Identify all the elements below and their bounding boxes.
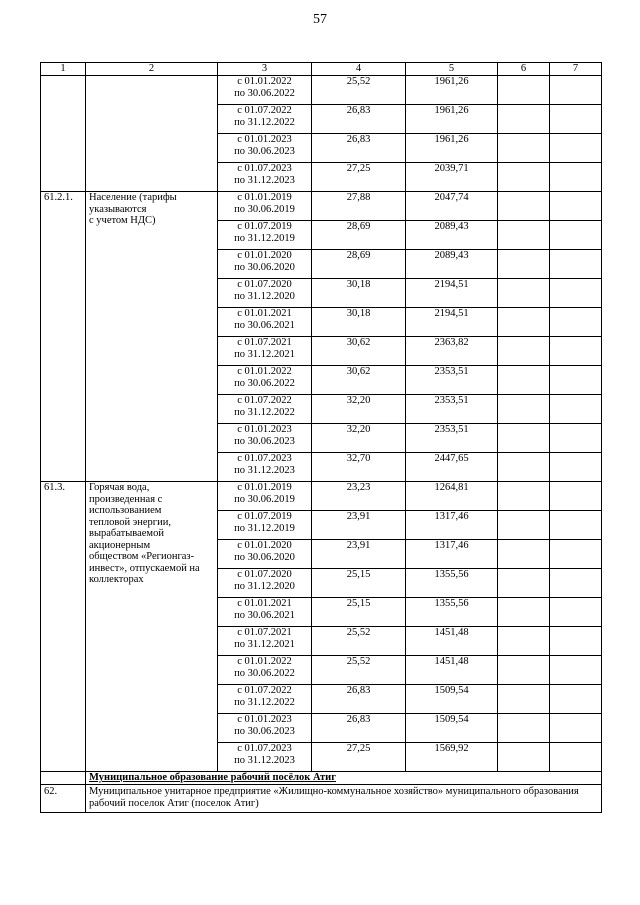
tariff-value-col4: 27,88: [312, 192, 406, 221]
tariff-value-col4: 25,52: [312, 627, 406, 656]
period-end: по 31.12.2020: [234, 290, 295, 302]
tariff-value-col5: 2447,65: [406, 453, 498, 482]
tariff-value-col4: 27,25: [312, 743, 406, 772]
col6-cell: [498, 569, 550, 598]
tariff-value-col5: 2194,51: [406, 308, 498, 337]
period-start: с 01.07.2021: [237, 627, 292, 638]
col7-cell: [550, 395, 602, 424]
col6-cell: [498, 540, 550, 569]
col6-cell: [498, 250, 550, 279]
period-cell: [218, 221, 312, 250]
tariff-value-col4: 25,52: [312, 656, 406, 685]
period-cell: [218, 105, 312, 134]
tariff-value-col5: 2353,51: [406, 424, 498, 453]
period-cell: [218, 714, 312, 743]
header-cell: 2: [86, 63, 218, 76]
col6-cell: [498, 76, 550, 105]
period-start: с 01.01.2022: [237, 366, 292, 377]
period-cell: [218, 337, 312, 366]
period-end: по 31.12.2022: [234, 696, 295, 708]
tariff-value-col4: 25,15: [312, 598, 406, 627]
period-end: по 30.06.2022: [234, 667, 295, 679]
col6-cell: [498, 163, 550, 192]
tariff-value-col5: 2089,43: [406, 250, 498, 279]
period-end: по 30.06.2021: [234, 319, 295, 331]
section-title: Муниципальное образование рабочий посёлок Атиг: [86, 772, 602, 785]
col6-cell: [498, 221, 550, 250]
col7-cell: [550, 627, 602, 656]
period-cell: [218, 250, 312, 279]
col6-cell: [498, 279, 550, 308]
tariff-value-col5: 1451,48: [406, 627, 498, 656]
tariff-value-col5: 1509,54: [406, 714, 498, 743]
period-start: с 01.01.2019: [237, 482, 292, 493]
header-cell: 3: [218, 63, 312, 76]
col6-cell: [498, 627, 550, 656]
period-cell: [218, 163, 312, 192]
period-end: по 30.06.2023: [234, 725, 295, 737]
item-number: 62.: [41, 785, 86, 813]
col7-cell: [550, 366, 602, 395]
col6-cell: [498, 453, 550, 482]
col7-cell: [550, 598, 602, 627]
period-cell: [218, 540, 312, 569]
period-start: с 01.01.2022: [237, 656, 292, 667]
col7-cell: [550, 308, 602, 337]
period-cell: [218, 395, 312, 424]
period-end: по 31.12.2019: [234, 522, 295, 534]
col7-cell: [550, 163, 602, 192]
col6-cell: [498, 511, 550, 540]
period-cell: [218, 685, 312, 714]
period-end: по 30.06.2022: [234, 377, 295, 389]
col7-cell: [550, 714, 602, 743]
period-end: по 31.12.2023: [234, 464, 295, 476]
col7-cell: [550, 569, 602, 598]
period-end: по 30.06.2020: [234, 261, 295, 273]
period-end: по 31.12.2023: [234, 754, 295, 766]
period-start: с 01.01.2023: [237, 424, 292, 435]
period-end: по 30.06.2022: [234, 87, 295, 99]
tariff-value-col5: 1961,26: [406, 105, 498, 134]
table-row: [41, 192, 602, 221]
period-cell: [218, 192, 312, 221]
table-row: [41, 482, 602, 511]
period-cell: [218, 482, 312, 511]
col7-cell: [550, 482, 602, 511]
period-end: по 30.06.2019: [234, 203, 295, 215]
tariff-value-col4: 26,83: [312, 105, 406, 134]
tariff-value-col5: 2047,74: [406, 192, 498, 221]
period-end: по 31.12.2021: [234, 638, 295, 650]
section-number-cell: [41, 772, 86, 785]
period-start: с 01.07.2020: [237, 279, 292, 290]
col6-cell: [498, 395, 550, 424]
tariff-value-col4: 30,62: [312, 366, 406, 395]
col7-cell: [550, 134, 602, 163]
period-cell: [218, 279, 312, 308]
period-cell: [218, 598, 312, 627]
tariff-value-col4: 32,20: [312, 424, 406, 453]
col6-cell: [498, 134, 550, 163]
tariff-value-col4: 26,83: [312, 685, 406, 714]
period-cell: [218, 308, 312, 337]
col7-cell: [550, 250, 602, 279]
tariff-table: [40, 62, 602, 813]
col7-cell: [550, 511, 602, 540]
col7-cell: [550, 192, 602, 221]
period-start: с 01.07.2023: [237, 453, 292, 464]
period-start: с 01.01.2019: [237, 192, 292, 203]
col7-cell: [550, 337, 602, 366]
period-start: с 01.01.2021: [237, 598, 292, 609]
tariff-value-col4: 28,69: [312, 221, 406, 250]
tariff-value-col4: 32,20: [312, 395, 406, 424]
period-start: с 01.01.2023: [237, 714, 292, 725]
header-row: [41, 63, 602, 76]
col7-cell: [550, 279, 602, 308]
period-start: с 01.01.2021: [237, 308, 292, 319]
col6-cell: [498, 192, 550, 221]
tariff-value-col5: 2039,71: [406, 163, 498, 192]
period-end: по 30.06.2019: [234, 493, 295, 505]
tariff-value-col4: 23,91: [312, 540, 406, 569]
period-start: с 01.07.2022: [237, 105, 292, 116]
period-start: с 01.07.2022: [237, 395, 292, 406]
col6-cell: [498, 366, 550, 395]
period-cell: [218, 656, 312, 685]
period-cell: [218, 134, 312, 163]
tariff-value-col5: 1355,56: [406, 598, 498, 627]
period-cell: [218, 76, 312, 105]
period-end: по 31.12.2022: [234, 116, 295, 128]
organization-row: [41, 785, 602, 813]
col6-cell: [498, 105, 550, 134]
period-cell: [218, 511, 312, 540]
period-cell: [218, 569, 312, 598]
period-start: с 01.01.2020: [237, 250, 292, 261]
period-start: с 01.07.2022: [237, 685, 292, 696]
col6-cell: [498, 482, 550, 511]
period-end: по 31.12.2022: [234, 406, 295, 418]
tariff-value-col5: 2363,82: [406, 337, 498, 366]
col7-cell: [550, 453, 602, 482]
period-start: с 01.01.2023: [237, 134, 292, 145]
col6-cell: [498, 656, 550, 685]
item-number: [41, 76, 86, 192]
period-start: с 01.01.2020: [237, 540, 292, 551]
col6-cell: [498, 685, 550, 714]
period-end: по 30.06.2020: [234, 551, 295, 563]
tariff-value-col4: 32,70: [312, 453, 406, 482]
tariff-value-col4: 27,25: [312, 163, 406, 192]
tariff-value-col5: 2353,51: [406, 366, 498, 395]
period-cell: [218, 366, 312, 395]
tariff-value-col4: 23,23: [312, 482, 406, 511]
period-end: по 31.12.2021: [234, 348, 295, 360]
col6-cell: [498, 598, 550, 627]
period-start: с 01.07.2023: [237, 163, 292, 174]
consumer-category: Горячая вода, произведенная с использованием тепловой энергии, вырабатываемой акционерным обществом «Регионгаз- инвест», отпускаемой на коллекторах: [86, 482, 218, 772]
period-start: с 01.07.2023: [237, 743, 292, 754]
col6-cell: [498, 424, 550, 453]
col7-cell: [550, 424, 602, 453]
period-cell: [218, 627, 312, 656]
period-end: по 30.06.2021: [234, 609, 295, 621]
table-row: [41, 76, 602, 105]
col7-cell: [550, 540, 602, 569]
period-cell: [218, 453, 312, 482]
col6-cell: [498, 337, 550, 366]
page-number: 57: [313, 12, 327, 27]
tariff-value-col4: 30,62: [312, 337, 406, 366]
period-end: по 30.06.2023: [234, 145, 295, 157]
tariff-value-col5: 1355,56: [406, 569, 498, 598]
item-number: 61.3.: [41, 482, 86, 772]
tariff-value-col4: 30,18: [312, 308, 406, 337]
period-cell: [218, 424, 312, 453]
header-cell: 6: [498, 63, 550, 76]
tariff-value-col5: 2353,51: [406, 395, 498, 424]
period-cell: [218, 743, 312, 772]
period-end: по 31.12.2020: [234, 580, 295, 592]
consumer-category: [86, 76, 218, 192]
item-number: 61.2.1.: [41, 192, 86, 482]
tariff-value-col5: 1569,92: [406, 743, 498, 772]
section-row: [41, 772, 602, 785]
period-start: с 01.07.2020: [237, 569, 292, 580]
tariff-value-col5: 1509,54: [406, 685, 498, 714]
tariff-value-col4: 23,91: [312, 511, 406, 540]
header-cell: 5: [406, 63, 498, 76]
tariff-value-col4: 30,18: [312, 279, 406, 308]
tariff-value-col5: 1961,26: [406, 76, 498, 105]
col6-cell: [498, 714, 550, 743]
col7-cell: [550, 76, 602, 105]
tariff-value-col5: 1451,48: [406, 656, 498, 685]
period-end: по 31.12.2023: [234, 174, 295, 186]
tariff-value-col5: 2194,51: [406, 279, 498, 308]
tariff-value-col4: 28,69: [312, 250, 406, 279]
period-end: по 31.12.2019: [234, 232, 295, 244]
period-start: с 01.07.2021: [237, 337, 292, 348]
tariff-value-col5: 1961,26: [406, 134, 498, 163]
consumer-category: Население (тарифы указываются с учетом НДС): [86, 192, 218, 482]
col7-cell: [550, 221, 602, 250]
tariff-value-col5: 1317,46: [406, 511, 498, 540]
period-end: по 30.06.2023: [234, 435, 295, 447]
tariff-value-col5: 1264,81: [406, 482, 498, 511]
tariff-value-col5: 1317,46: [406, 540, 498, 569]
col7-cell: [550, 743, 602, 772]
period-start: с 01.07.2019: [237, 511, 292, 522]
period-start: с 01.01.2022: [237, 76, 292, 87]
col7-cell: [550, 105, 602, 134]
period-start: с 01.07.2019: [237, 221, 292, 232]
header-cell: 4: [312, 63, 406, 76]
tariff-value-col4: 25,15: [312, 569, 406, 598]
organization-name: Муниципальное унитарное предприятие «Жилищно-коммунальное хозяйство» муниципального образования рабочий поселок Атиг (поселок Атиг): [86, 785, 602, 813]
col7-cell: [550, 685, 602, 714]
tariff-value-col4: 25,52: [312, 76, 406, 105]
col6-cell: [498, 743, 550, 772]
col7-cell: [550, 656, 602, 685]
tariff-value-col4: 26,83: [312, 134, 406, 163]
tariff-value-col5: 2089,43: [406, 221, 498, 250]
col6-cell: [498, 308, 550, 337]
tariff-value-col4: 26,83: [312, 714, 406, 743]
header-cell: 7: [550, 63, 602, 76]
header-cell: 1: [41, 63, 86, 76]
